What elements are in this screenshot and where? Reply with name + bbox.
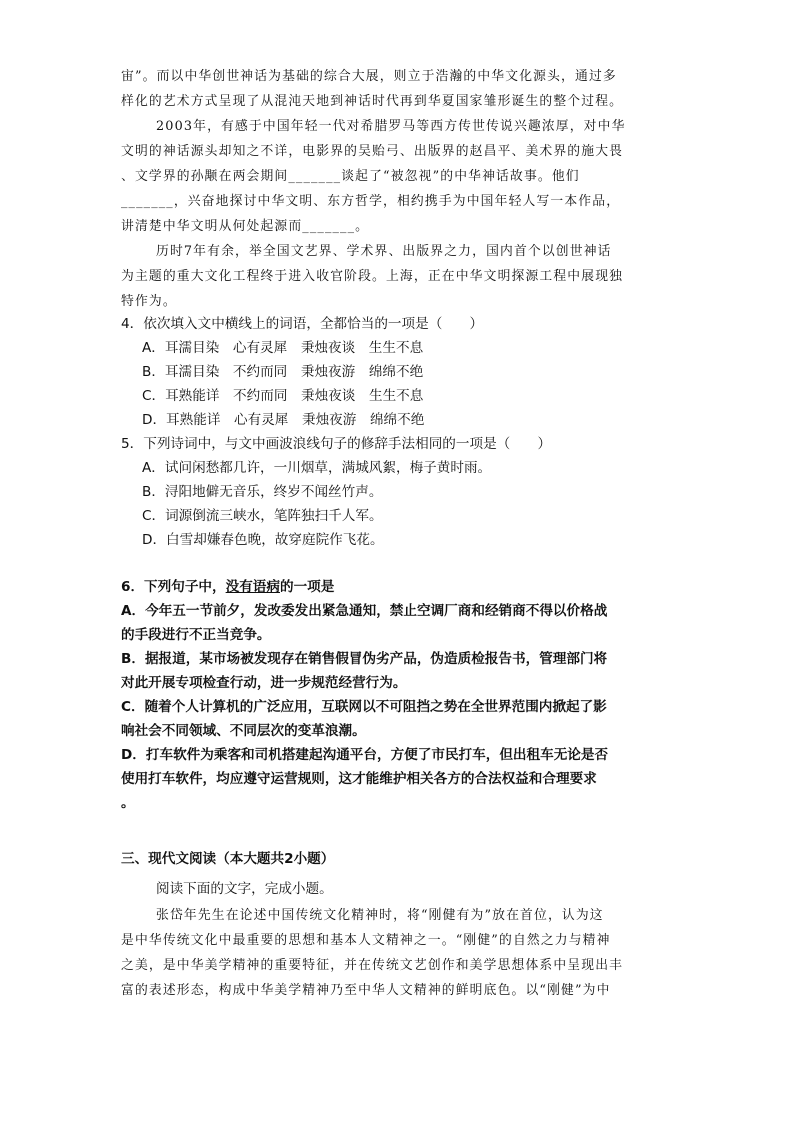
passage-line: 宙”。而以中华创世神话为基础的综合大展，则立于浩瀚的中华文化源头，通过多	[121, 69, 617, 84]
question-5-option-a: A．试问闲愁都几许，一川烟草，满城风絮，梅子黄时雨。	[142, 460, 492, 476]
question-6-line: D．打车软件为乘客和司机搭建起沟通平台，方便了市民打车，但出租车无论是否	[121, 747, 609, 763]
section-3-passage-line: 是中华传统文化中最重要的思想和基本人文精神之一。“刚健”的自然之力与精神	[121, 933, 611, 948]
passage-line: 样化的艺术方式呈现了从混沌天地到神话时代再到华夏国家雏形诞生的整个过程。	[121, 94, 624, 109]
passage-line: _______，兴奋地探讨中华文明、东方哲学，相约携手为中国年轻人写一本作品，	[121, 194, 621, 209]
question-4-option-a: A．耳濡目染 心有灵犀 秉烛夜谈 生生不息	[142, 340, 424, 356]
section-3-passage-line: 之美，是中华美学精神的重要特征，并在传统文艺创作和美学思想体系中呈现出丰	[121, 958, 624, 973]
question-6-line: C．随着个人计算机的广泛应用，互联网以不可阻挡之势在全世界范围内掀起了影	[121, 699, 607, 715]
question-6-stem	[121, 578, 334, 596]
passage-line: 历时7年有余，举全国文艺界、学术界、出版界之力，国内首个以创世神话	[156, 244, 612, 259]
question-6-stem-suffix: 的一项是	[280, 579, 335, 595]
question-5-option-b: B．浔阳地僻无音乐，终岁不闻丝竹声。	[142, 484, 383, 500]
question-6-line: 。	[121, 795, 135, 811]
section-3-heading: 三、现代文阅读（本大题共2小题）	[121, 851, 335, 867]
question-6-line: A．今年五一节前夕，发改委发出紧急通知，禁止空调厂商和经销商不得以价格战	[121, 603, 608, 619]
question-4-stem: 4．依次填入文中横线上的词语，全都恰当的一项是（ ）	[121, 316, 484, 332]
passage-line: 特作为。	[121, 294, 177, 309]
passage-line: 为主题的重大文化工程终于进入收官阶段。上海，正在中华文明探源工程中展现独	[121, 269, 624, 284]
question-5-option-d: D．白雪却嫌春色晚，故穿庭院作飞花。	[142, 532, 384, 548]
question-6-line: 使用打车软件，均应遵守运营规则，这才能维护相关各方的合法权益和合理要求	[121, 771, 597, 787]
question-4-option-b: B．耳濡目染 不约而同 秉烛夜游 绵绵不绝	[142, 364, 424, 380]
section-3-passage-line: 富的表述形态，构成中华美学精神乃至中华人文精神的鲜明底色。以“刚健”为中	[121, 983, 611, 998]
question-6-stem-prefix: 6．下列句子中，	[121, 579, 226, 595]
question-6-line: B．据报道，某市场被发现存在销售假冒伪劣产品，伪造质检报告书，管理部门将	[121, 651, 608, 667]
passage-line: 2003年，有感于中国年轻一代对希腊罗马等西方传世传说兴趣浓厚，对中华	[156, 119, 626, 134]
question-5-option-c: C．词源倒流三峡水，笔阵独扫千人军。	[142, 508, 383, 524]
section-3-instruction: 阅读下面的文字，完成小题。	[156, 881, 333, 897]
section-3-passage-line: 张岱年先生在论述中国传统文化精神时，将“刚健有为”放在首位，认为这	[156, 908, 604, 923]
question-4-option-c: C．耳熟能详 不约而同 秉烛夜谈 生生不息	[142, 388, 424, 404]
question-4-option-d: D．耳熟能详 心有灵犀 秉烛夜游 绵绵不绝	[142, 412, 425, 428]
question-6-line: 响社会不同领域、不同层次的变革浪潮。	[121, 723, 366, 739]
question-6-line: 对此开展专项检查行动，进一步规范经营行为。	[121, 675, 407, 691]
passage-line: 、文学界的孙颙在两会期间_______谈起了“被忽视”的中华神话故事。他们	[121, 169, 580, 184]
question-5-stem: 5．下列诗词中，与文中画波浪线句子的修辞手法相同的一项是（ ）	[121, 436, 552, 452]
question-6-line: 的手段进行不正当竞争。	[121, 627, 271, 643]
passage-line: 讲清楚中华文明从何处起源而_______。	[121, 219, 370, 234]
passage-line: 文明的神话源头却知之不详，电影界的吴贻弓、出版界的赵昌平、美术界的施大畏	[121, 144, 624, 159]
question-6-stem-underlined: 没有语病	[225, 579, 280, 595]
